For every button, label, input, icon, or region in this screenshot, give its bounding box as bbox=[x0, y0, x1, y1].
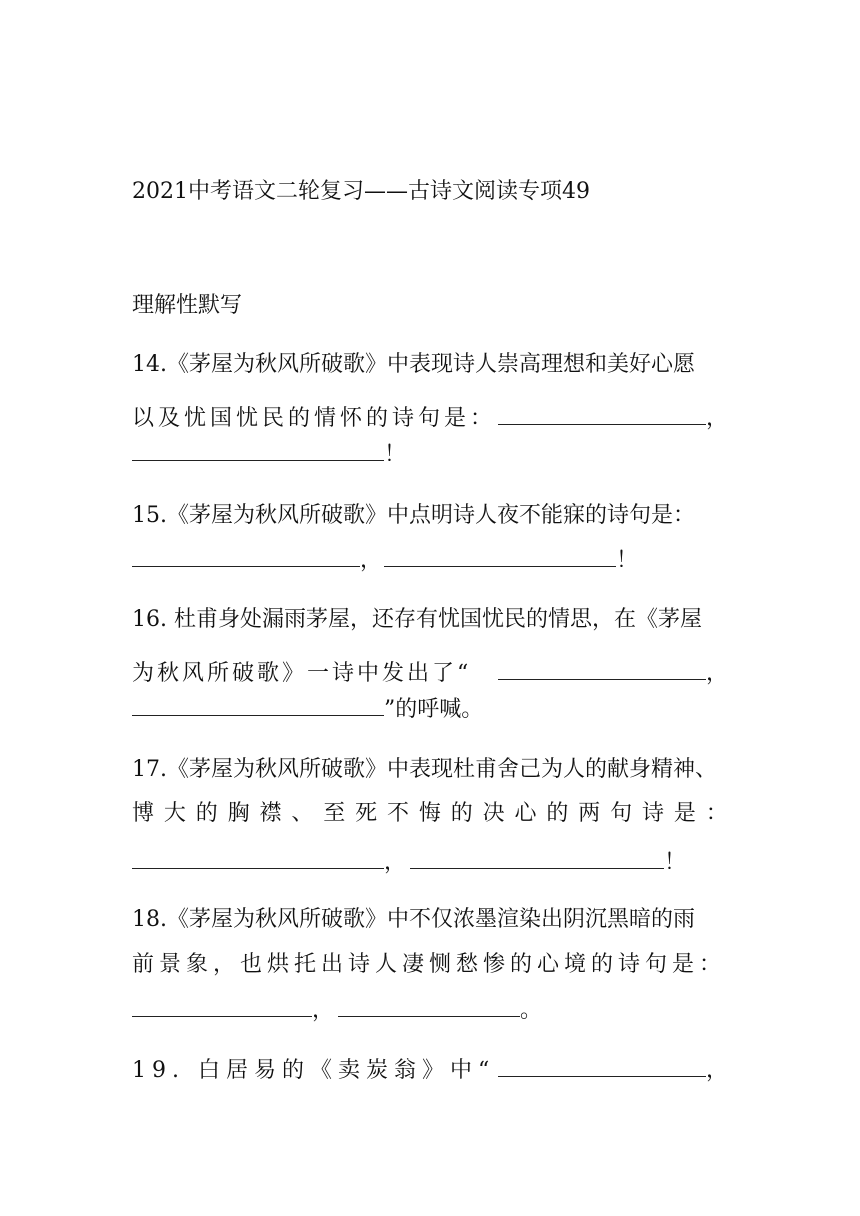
question-16-prompt: 为秋风所破歌》一诗中发出了“ bbox=[132, 661, 472, 686]
section-heading: 理解性默写 bbox=[132, 293, 243, 318]
comma: ， bbox=[705, 406, 728, 431]
question-18-line-2 bbox=[132, 950, 726, 980]
question-16-line-3 bbox=[132, 695, 483, 725]
char: 胸 bbox=[227, 801, 250, 826]
closing-text: ”的呼喊。 bbox=[384, 697, 484, 722]
char: 博 bbox=[132, 801, 155, 826]
exclamation: ！ bbox=[616, 548, 639, 573]
comma: ， bbox=[384, 850, 407, 875]
answer-blank[interactable] bbox=[132, 440, 384, 461]
char: 大 bbox=[163, 801, 186, 826]
question-18-line-1: 18.《茅屋为秋风所破歌》中不仅浓墨渲染出阴沉黑暗的雨 bbox=[132, 907, 695, 932]
char: 、 bbox=[291, 801, 314, 826]
answer-blank[interactable] bbox=[410, 848, 664, 869]
answer-blank[interactable] bbox=[498, 1056, 706, 1077]
question-16-answer-row bbox=[498, 659, 728, 689]
question-14-line-3 bbox=[132, 440, 406, 470]
answer-blank[interactable] bbox=[132, 996, 312, 1017]
char: 是 bbox=[673, 801, 696, 826]
question-14-line-1: 14.《茅屋为秋风所破歌》中表现诗人崇高理想和美好心愿 bbox=[132, 352, 695, 377]
comma: ， bbox=[705, 661, 728, 686]
question-15-line-2 bbox=[132, 546, 638, 576]
comma: ， bbox=[360, 548, 383, 573]
question-16-line-2 bbox=[132, 659, 728, 689]
question-19-prompt: 19. 白居易的《卖炭翁》中“ bbox=[132, 1058, 496, 1083]
question-16-line-1: 16. 杜甫身处漏雨茅屋，还存有忧国忧民的情思，在《茅屋 bbox=[132, 607, 702, 632]
char: 两 bbox=[578, 801, 601, 826]
answer-blank[interactable] bbox=[384, 546, 616, 567]
exclamation: ！ bbox=[664, 850, 687, 875]
comma: ， bbox=[705, 1058, 728, 1083]
exclamation: ！ bbox=[384, 442, 407, 467]
question-19-line-1 bbox=[132, 1056, 728, 1086]
char: 的 bbox=[546, 801, 569, 826]
answer-blank[interactable] bbox=[338, 996, 520, 1017]
char: 的 bbox=[195, 801, 218, 826]
question-19-answer-row bbox=[498, 1056, 728, 1086]
question-14-prompt: 以及忧国忧民的情怀的诗句是： bbox=[132, 406, 497, 431]
answer-blank[interactable] bbox=[498, 659, 706, 680]
answer-blank[interactable] bbox=[132, 546, 360, 567]
answer-blank[interactable] bbox=[132, 695, 384, 716]
char: 不 bbox=[387, 801, 410, 826]
page-title: 2021中考语文二轮复习——古诗文阅读专项49 bbox=[132, 179, 590, 204]
char: 心 bbox=[514, 801, 537, 826]
char: 悔 bbox=[418, 801, 441, 826]
char: 至 bbox=[323, 801, 346, 826]
char: 句 bbox=[610, 801, 633, 826]
question-14-answer-row bbox=[498, 404, 728, 434]
question-14-line-2 bbox=[132, 404, 728, 434]
question-17-line-3 bbox=[132, 848, 686, 878]
question-18-prompt: 前景象，也烘托出诗人凄恻愁惨的心境的诗句是： bbox=[132, 952, 727, 977]
answer-blank[interactable] bbox=[132, 848, 384, 869]
char: 决 bbox=[482, 801, 505, 826]
char: 襟 bbox=[259, 801, 282, 826]
question-15-line-1: 15.《茅屋为秋风所破歌》中点明诗人夜不能寐的诗句是： bbox=[132, 503, 695, 528]
answer-blank[interactable] bbox=[498, 404, 706, 425]
char: 的 bbox=[450, 801, 473, 826]
question-17-line-1: 17.《茅屋为秋风所破歌》中表现杜甫舍己为人的献身精神、 bbox=[132, 757, 717, 782]
char: 诗 bbox=[642, 801, 665, 826]
question-17-line-2 bbox=[132, 799, 728, 829]
question-18-line-3 bbox=[132, 996, 542, 1026]
char: 死 bbox=[355, 801, 378, 826]
period: 。 bbox=[520, 998, 543, 1023]
char: ： bbox=[705, 801, 728, 826]
comma: ， bbox=[312, 998, 335, 1023]
